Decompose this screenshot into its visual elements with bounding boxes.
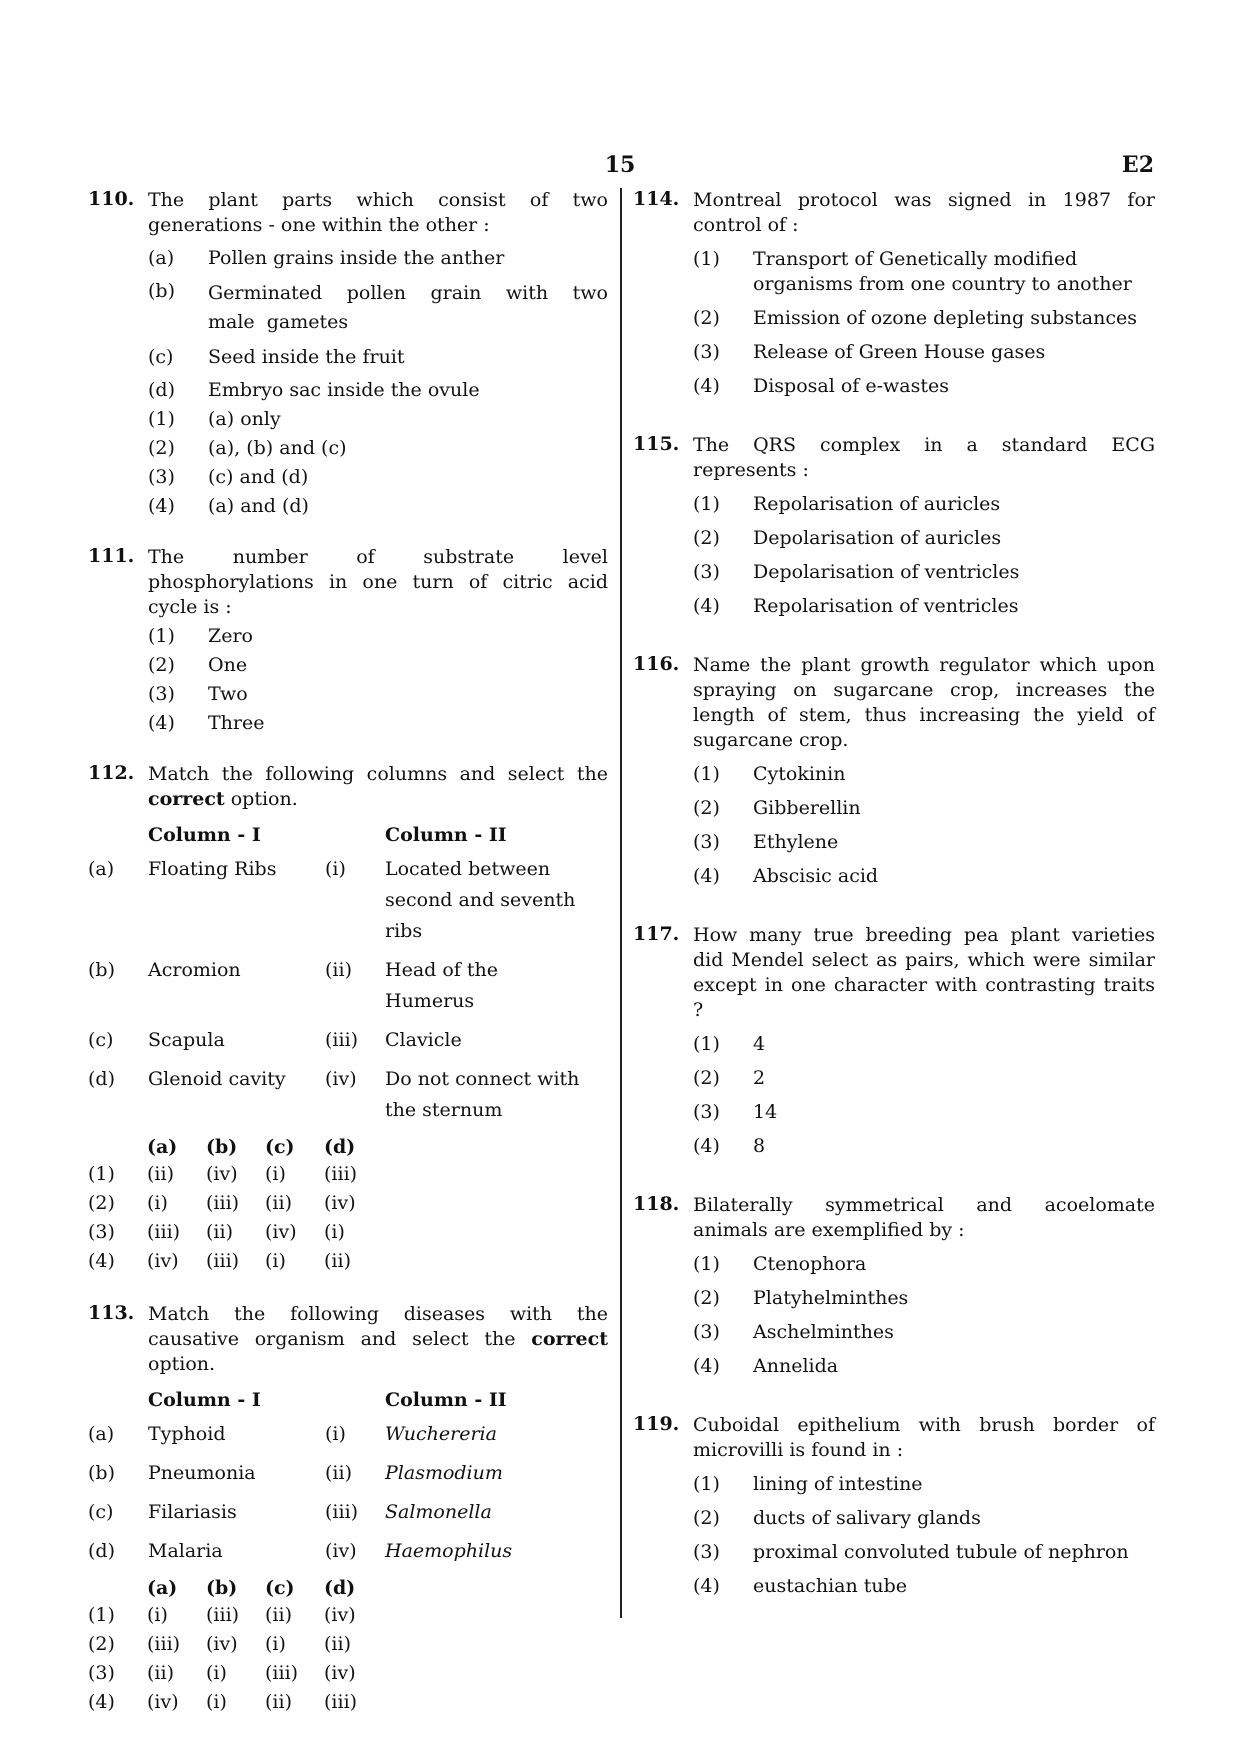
answer-cell: (i) — [265, 1250, 286, 1272]
option-label: (2) — [693, 1067, 720, 1089]
question-115 — [633, 433, 1155, 619]
stem-emphasis: correct — [531, 1328, 608, 1350]
column-1-item: Pneumonia — [148, 1462, 256, 1484]
right-column — [633, 188, 1155, 1625]
option-list — [148, 407, 608, 519]
answer-cell: (ii) — [265, 1604, 292, 1626]
row-label: (i) — [325, 858, 346, 880]
option[interactable] — [693, 1100, 1155, 1125]
question-number: 110. — [88, 188, 135, 210]
option[interactable] — [693, 492, 1155, 517]
match-table — [88, 820, 608, 1130]
answer-option-row[interactable] — [88, 1688, 383, 1717]
stem-text: option. — [224, 788, 298, 810]
stem-text: Match the following diseases with the causative organism and select the — [148, 1303, 608, 1350]
option-label: (4) — [693, 865, 720, 887]
question-stem: The QRS complex in a standard ECG represents : — [693, 434, 1155, 481]
question-110 — [88, 188, 608, 519]
column-1-item: Acromion — [148, 959, 241, 981]
question-stem: Name the plant growth regulator which upon spraying on sugarcane crop, increases the length of stem, thus increasing the yield of sugarcane crop. — [693, 654, 1155, 751]
option-label: (4) — [88, 1691, 115, 1713]
column-2-item: Salmonella — [385, 1501, 492, 1523]
option[interactable] — [148, 494, 608, 519]
row-label: (b) — [88, 959, 115, 981]
answer-cell: (i) — [147, 1192, 168, 1214]
option-text: Aschelminthes — [753, 1321, 894, 1343]
question-119 — [633, 1413, 1155, 1599]
column-2-item: Located between second and seventh ribs — [385, 858, 576, 942]
question-stem: Cuboidal epithelium with brush border of microvilli is found in : — [693, 1414, 1155, 1461]
answer-cell: (i) — [265, 1163, 286, 1185]
question-stem: Bilaterally symmetrical and acoelomate animals are exemplified by : — [693, 1194, 1155, 1241]
option-label: (3) — [693, 341, 720, 363]
statement — [148, 378, 608, 403]
statement-list — [148, 246, 608, 403]
option-text: (a) and (d) — [208, 495, 309, 517]
column-1-heading: Column - I — [148, 824, 261, 846]
option-label: (4) — [148, 712, 175, 734]
column-2-item: Wuchereria — [385, 1423, 497, 1445]
question-stem: The plant parts which consist of two generations - one within the other : — [148, 189, 608, 236]
row-label: (ii) — [325, 959, 352, 981]
row-label: (iv) — [325, 1068, 357, 1090]
option-label: (3) — [693, 1321, 720, 1343]
answer-header-row — [88, 1575, 383, 1601]
question-stem — [148, 762, 608, 812]
option-label: (4) — [693, 375, 720, 397]
match-row — [88, 1415, 608, 1454]
option-label: (3) — [88, 1662, 115, 1684]
question-number: 117. — [633, 923, 680, 945]
answer-cell: (iii) — [206, 1192, 240, 1214]
option-text: One — [208, 654, 248, 676]
statement-text: Germinated pollen grain with two male gametes — [208, 282, 608, 333]
answer-option-row[interactable] — [88, 1160, 383, 1189]
option-text: 8 — [753, 1135, 766, 1157]
statement-label: (c) — [148, 346, 174, 368]
stem-emphasis: correct — [148, 788, 225, 810]
option[interactable] — [693, 1574, 1155, 1599]
column-2-item: Do not connect with the sternum — [385, 1068, 580, 1121]
option-label: (3) — [693, 831, 720, 853]
question-stem: Montreal protocol was signed in 1987 for control of : — [693, 189, 1155, 236]
question-stem: The number of substrate level phosphorylations in one turn of citric acid cycle is : — [148, 546, 608, 618]
option-list — [693, 1032, 1155, 1159]
answer-heading: (a) — [147, 1577, 178, 1599]
row-label: (c) — [88, 1501, 114, 1523]
option-list — [693, 1472, 1155, 1599]
answer-grid — [88, 1575, 383, 1717]
option-label: (3) — [693, 1101, 720, 1123]
option-label: (1) — [693, 1473, 720, 1495]
option-text: Annelida — [753, 1355, 839, 1377]
option-label: (1) — [693, 248, 720, 270]
option-text: Zero — [208, 625, 253, 647]
option[interactable] — [693, 1134, 1155, 1159]
option-text: Disposal of e-wastes — [753, 375, 950, 397]
option-label: (2) — [148, 437, 175, 459]
question-117 — [633, 923, 1155, 1159]
column-1-item: Filariasis — [148, 1501, 237, 1523]
statement-text: Embryo sac inside the ovule — [208, 379, 480, 401]
option-list — [693, 762, 1155, 889]
option-text: Two — [208, 683, 248, 705]
option[interactable] — [693, 1320, 1155, 1345]
answer-cell: (iv) — [265, 1221, 297, 1243]
option-label: (2) — [693, 1507, 720, 1529]
row-label: (iii) — [325, 1501, 359, 1523]
option[interactable] — [693, 560, 1155, 585]
option-label: (3) — [693, 561, 720, 583]
page-number: 15 — [604, 152, 636, 178]
question-111 — [88, 545, 608, 736]
answer-heading: (c) — [265, 1136, 295, 1158]
option[interactable] — [693, 526, 1155, 551]
option-label: (4) — [693, 595, 720, 617]
statement-text: Pollen grains inside the anther — [208, 247, 505, 269]
option-text: Abscisic acid — [753, 865, 879, 887]
option-label: (1) — [148, 408, 175, 430]
answer-cell: (ii) — [265, 1691, 292, 1713]
answer-heading: (b) — [206, 1136, 238, 1158]
statement-text: Seed inside the fruit — [208, 346, 405, 368]
column-1-item: Malaria — [148, 1540, 223, 1562]
statement — [148, 279, 608, 337]
answer-option-row[interactable] — [88, 1189, 383, 1218]
answer-cell: (ii) — [147, 1163, 174, 1185]
question-114 — [633, 188, 1155, 399]
answer-cell: (ii) — [324, 1633, 351, 1655]
option-label: (1) — [693, 1253, 720, 1275]
option[interactable] — [693, 762, 1155, 787]
answer-cell: (iii) — [206, 1604, 240, 1626]
option-text: Ctenophora — [753, 1253, 867, 1275]
option-list — [693, 1252, 1155, 1379]
option[interactable] — [693, 340, 1155, 365]
statement-label: (a) — [148, 247, 175, 269]
column-2-heading: Column - II — [385, 1389, 507, 1411]
question-113 — [88, 1302, 608, 1717]
question-number: 114. — [633, 188, 680, 210]
question-stem: How many true breeding pea plant varieties did Mendel select as pairs, which were similar except in one character with contrasting traits ? — [693, 924, 1155, 1021]
answer-cell: (i) — [265, 1633, 286, 1655]
left-column — [88, 188, 608, 1743]
option[interactable] — [148, 436, 608, 461]
option-text: 14 — [753, 1101, 778, 1123]
column-2-item: Plasmodium — [385, 1462, 503, 1484]
stem-text: Match the following columns and select the — [148, 763, 608, 785]
option-text: Transport of Genetically modified organisms from one country to another — [753, 248, 1132, 295]
option[interactable] — [693, 1540, 1155, 1565]
match-row — [88, 1060, 608, 1130]
option-text: 4 — [753, 1033, 766, 1055]
column-1-heading: Column - I — [148, 1389, 261, 1411]
row-label: (ii) — [325, 1462, 352, 1484]
option-label: (1) — [148, 625, 175, 647]
option-label: (4) — [693, 1135, 720, 1157]
question-stem — [148, 1302, 608, 1377]
column-1-item: Scapula — [148, 1029, 225, 1051]
answer-heading: (b) — [206, 1577, 238, 1599]
option-text: Emission of ozone depleting substances — [753, 307, 1137, 329]
answer-heading: (d) — [324, 1577, 356, 1599]
answer-cell: (i) — [206, 1691, 227, 1713]
paper-code: E2 — [1121, 152, 1154, 178]
option-label: (2) — [693, 307, 720, 329]
question-number: 113. — [88, 1302, 135, 1324]
row-label: (d) — [88, 1068, 115, 1090]
column-divider — [620, 188, 622, 1618]
column-1-item: Floating Ribs — [148, 858, 277, 880]
answer-cell: (iii) — [324, 1691, 358, 1713]
option-label: (4) — [693, 1575, 720, 1597]
answer-cell: (ii) — [265, 1192, 292, 1214]
question-number: 116. — [633, 653, 680, 675]
option-label: (2) — [88, 1192, 115, 1214]
option-label: (4) — [148, 495, 175, 517]
answer-option-row[interactable] — [88, 1601, 383, 1630]
answer-cell: (ii) — [206, 1221, 233, 1243]
match-row — [88, 850, 608, 951]
answer-cell: (ii) — [324, 1250, 351, 1272]
option[interactable] — [693, 1506, 1155, 1531]
row-label: (d) — [88, 1540, 115, 1562]
answer-cell: (iii) — [147, 1221, 181, 1243]
option[interactable] — [693, 1354, 1155, 1379]
option[interactable] — [148, 682, 608, 707]
answer-option-row[interactable] — [88, 1218, 383, 1247]
option[interactable] — [693, 1252, 1155, 1277]
option-text: Gibberellin — [753, 797, 861, 819]
option[interactable] — [693, 374, 1155, 399]
answer-cell: (iv) — [324, 1192, 356, 1214]
option[interactable] — [693, 864, 1155, 889]
answer-heading: (d) — [324, 1136, 356, 1158]
option-label: (1) — [693, 1033, 720, 1055]
option-text: (c) and (d) — [208, 466, 309, 488]
option[interactable] — [693, 1032, 1155, 1057]
answer-cell: (i) — [147, 1604, 168, 1626]
statement-label: (d) — [148, 379, 175, 401]
answer-cell: (iii) — [147, 1633, 181, 1655]
match-table — [88, 1385, 608, 1571]
row-label: (iii) — [325, 1029, 359, 1051]
option-label: (1) — [88, 1604, 115, 1626]
row-label: (c) — [88, 1029, 114, 1051]
column-2-item: Clavicle — [385, 1029, 462, 1051]
statement — [148, 246, 608, 271]
option-text: Depolarisation of auricles — [753, 527, 1002, 549]
option-label: (3) — [148, 466, 175, 488]
option[interactable] — [148, 653, 608, 678]
answer-cell: (iv) — [324, 1604, 356, 1626]
option-text: proximal convoluted tubule of nephron — [753, 1541, 1129, 1563]
option-text: Ethylene — [753, 831, 839, 853]
match-row — [88, 951, 608, 1021]
match-row — [88, 1454, 608, 1493]
stem-text: option. — [148, 1353, 216, 1375]
option-text: ducts of salivary glands — [753, 1507, 981, 1529]
option[interactable] — [693, 594, 1155, 619]
option[interactable] — [693, 830, 1155, 855]
option[interactable] — [148, 465, 608, 490]
option-text: eustachian tube — [753, 1575, 908, 1597]
row-label: (i) — [325, 1423, 346, 1445]
match-row — [88, 1021, 608, 1060]
row-label: (iv) — [325, 1540, 357, 1562]
column-1-item: Typhoid — [148, 1423, 226, 1445]
answer-cell: (i) — [324, 1221, 345, 1243]
option-label: (1) — [693, 493, 720, 515]
answer-cell: (ii) — [147, 1662, 174, 1684]
question-118 — [633, 1193, 1155, 1379]
option-label: (2) — [148, 654, 175, 676]
answer-grid — [88, 1134, 383, 1276]
answer-cell: (iv) — [147, 1691, 179, 1713]
option[interactable] — [693, 247, 1155, 297]
match-row — [88, 1532, 608, 1571]
answer-heading: (a) — [147, 1136, 178, 1158]
question-116 — [633, 653, 1155, 889]
match-header-row — [88, 1385, 608, 1415]
option-label: (3) — [88, 1221, 115, 1243]
option[interactable] — [148, 624, 608, 649]
option-list — [148, 624, 608, 736]
option[interactable] — [693, 1066, 1155, 1091]
answer-option-row[interactable] — [88, 1630, 383, 1659]
option[interactable] — [693, 1472, 1155, 1497]
option-text: (a) only — [208, 408, 281, 430]
option-text: Cytokinin — [753, 763, 846, 785]
answer-cell: (iv) — [206, 1163, 238, 1185]
answer-cell: (iv) — [324, 1662, 356, 1684]
option-label: (4) — [693, 1355, 720, 1377]
answer-cell: (iii) — [324, 1163, 358, 1185]
option-label: (2) — [693, 527, 720, 549]
option-text: 2 — [753, 1067, 766, 1089]
row-label: (b) — [88, 1462, 115, 1484]
row-label: (a) — [88, 1423, 115, 1445]
column-2-item: Head of the Humerus — [385, 959, 498, 1012]
option-text: Repolarisation of ventricles — [753, 595, 1019, 617]
answer-option-row[interactable] — [88, 1247, 383, 1276]
option-text: Three — [208, 712, 265, 734]
answer-cell: (i) — [206, 1662, 227, 1684]
question-number: 111. — [88, 545, 135, 567]
option-list — [693, 492, 1155, 619]
row-label: (a) — [88, 858, 115, 880]
match-row — [88, 1493, 608, 1532]
answer-option-row[interactable] — [88, 1659, 383, 1688]
column-2-item: Haemophilus — [385, 1540, 513, 1562]
option-label: (4) — [88, 1250, 115, 1272]
option[interactable] — [693, 796, 1155, 821]
statement — [148, 345, 608, 370]
option-label: (2) — [88, 1633, 115, 1655]
option-text: lining of intestine — [753, 1473, 923, 1495]
option-label: (1) — [693, 763, 720, 785]
option[interactable] — [693, 306, 1155, 331]
option-text: Repolarisation of auricles — [753, 493, 1001, 515]
option[interactable] — [148, 711, 608, 736]
answer-cell: (iii) — [265, 1662, 299, 1684]
option-text: Depolarisation of ventricles — [753, 561, 1020, 583]
column-2-heading: Column - II — [385, 824, 507, 846]
option-label: (2) — [693, 797, 720, 819]
option-label: (2) — [693, 1287, 720, 1309]
option-label: (3) — [693, 1541, 720, 1563]
option-label: (1) — [88, 1163, 115, 1185]
option-label: (3) — [148, 683, 175, 705]
answer-cell: (iv) — [147, 1250, 179, 1272]
question-number: 118. — [633, 1193, 680, 1215]
question-number: 115. — [633, 433, 680, 455]
answer-header-row — [88, 1134, 383, 1160]
column-1-item: Glenoid cavity — [148, 1068, 286, 1090]
option[interactable] — [693, 1286, 1155, 1311]
answer-cell: (iii) — [206, 1250, 240, 1272]
statement-label: (b) — [148, 280, 175, 302]
option-list — [693, 247, 1155, 399]
option[interactable] — [148, 407, 608, 432]
answer-cell: (iv) — [206, 1633, 238, 1655]
answer-heading: (c) — [265, 1577, 295, 1599]
question-112 — [88, 762, 608, 1276]
question-number: 119. — [633, 1413, 680, 1435]
question-number: 112. — [88, 762, 135, 784]
option-text: Platyhelminthes — [753, 1287, 909, 1309]
option-text: (a), (b) and (c) — [208, 437, 347, 459]
option-text: Release of Green House gases — [753, 341, 1046, 363]
match-header-row — [88, 820, 608, 850]
